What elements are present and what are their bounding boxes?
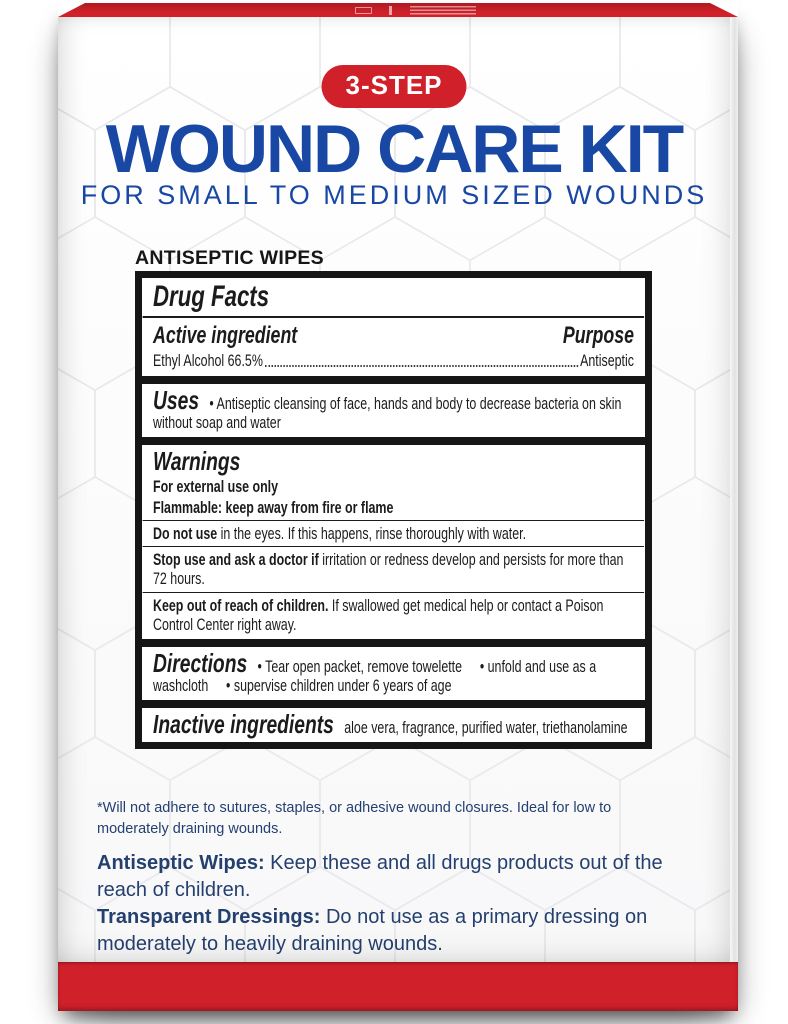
top-flap-print-icon <box>410 6 476 16</box>
package-box <box>58 3 738 1011</box>
divider <box>143 592 645 593</box>
step-badge: 3-STEP <box>321 65 466 108</box>
directions-item: • Tear open packet, remove towelette <box>257 656 463 676</box>
top-flap-divider-icon <box>389 6 392 15</box>
top-flap-logo-icon <box>355 7 372 14</box>
divider <box>143 316 645 318</box>
box-right-side <box>730 17 738 962</box>
active-ingredient-heading: Active ingredient <box>153 322 298 350</box>
purpose-heading: Purpose <box>562 322 634 350</box>
drug-facts-header-section <box>140 276 647 378</box>
asterisk-footnote: *Will not adhere to sutures, staples, or adhesive wound closures. Ideal for low to moderately draining wounds. <box>97 800 612 837</box>
directions-heading: Directions <box>153 647 248 678</box>
warnings-heading: Warnings <box>153 446 241 477</box>
uses-text: • Antiseptic cleansing of face, hands and body to decrease bacteria on skin without soap and water <box>153 394 622 433</box>
transparent-dressings-footnote: Transparent Dressings: Do not use as a primary dressing on moderately to heavily draining wounds. <box>97 906 648 955</box>
product-title: WOUND CARE KIT <box>105 111 683 187</box>
keep-out-warning: Keep out of reach of children. If swallowed get medical help or contact a Poison Control Center right away. <box>153 595 604 634</box>
inactive-ingredients-text: aloe vera, fragrance, purified water, triethanolamine <box>344 718 628 738</box>
divider <box>143 520 645 521</box>
ingredient-name: Ethyl Alcohol 66.5% <box>153 350 263 370</box>
box-front-panel <box>58 17 730 962</box>
drug-facts-panel <box>135 271 652 749</box>
directions-section <box>140 645 647 702</box>
uses-heading: Uses <box>153 385 200 416</box>
directions-item: • supervise children under 6 years of age <box>226 676 452 696</box>
box-bottom-red-band <box>58 962 738 1011</box>
flammable-warning: Flammable: keep away from fire or flame <box>153 498 394 518</box>
divider <box>143 546 645 547</box>
box-top-flap <box>58 3 738 17</box>
dotted-leader <box>265 365 578 367</box>
do-not-use-warning: Do not use in the eyes. If this happens, rinse thoroughly with water. <box>153 524 527 544</box>
inactive-ingredients-heading: Inactive ingredients <box>153 709 334 740</box>
antiseptic-wipes-footnote: Antiseptic Wipes: Keep these and all drugs products out of the reach of children. <box>97 852 663 901</box>
uses-section <box>140 382 647 439</box>
external-use-warning: For external use only <box>153 477 279 497</box>
inactive-ingredients-section <box>140 706 647 744</box>
product-subtitle: FOR SMALL TO MEDIUM SIZED WOUNDS <box>80 180 708 210</box>
directions-item: • unfold and use as a washcloth <box>153 656 597 696</box>
stop-use-warning: Stop use and ask a doctor if irritation or redness develop and persists for more than 72 hours. <box>153 550 624 589</box>
drug-facts-title: Drug Facts <box>153 280 270 313</box>
ingredient-row <box>153 351 634 371</box>
warnings-section <box>140 443 647 640</box>
antiseptic-wipes-heading: ANTISEPTIC WIPES <box>135 247 324 269</box>
ingredient-purpose: Antiseptic <box>580 350 634 370</box>
